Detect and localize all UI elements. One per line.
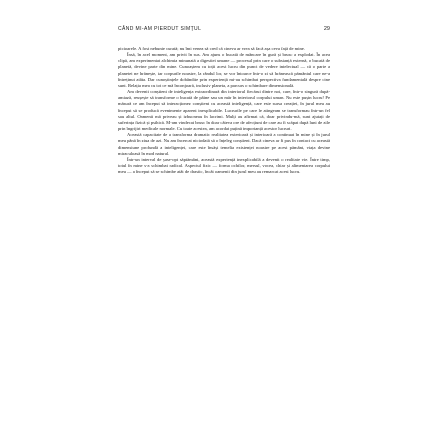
paragraph: Într-un interval de șase-opt săptămâni, această experiență inexplicabilă a devenit o realitate vie. Între timp, totul în mine s-a schimbat radical. Aspectul fizic — forma ochilor, mersul, vocea, chiar și alimentarea corpului meu — a început să se schimbe atât de drastic, încât oamenii din jurul meu au remarcat acest lucru. — [118, 156, 330, 175]
paragraph: Însă, în acel moment, am privit în sus. Am ajuns o bucată de mâncare în gură și brusc a explodat. În acea clipă, am experimentat alchimia minunată a digestiei umane — procesul prin care o substanță externă, o bucată de planetă, devine parte din mine. Cunoaștem cu toții acest lucru din punct de vedere intelectual — că o parte a planetei ne hrănește, iar corpurile noastre, la rândul lor, se vor întoarce într-o zi să hrănească pământul care ne-a întreținut atâta. Dar cunoștințele dobândite prin experiență mi-au schimbat perspectiva fundamentală despre cine sunt. Relația mea cu tot ce mă înconjoară, inclusiv planeta, a parcurs o schimbare dimensională. — [118, 52, 330, 88]
paragraph: Am devenit conștient de inteligența extraordinară din interiorul fiecărui dintre noi, care, într-o singură după-amiază, reușește să transforme o bucată de pâine sau un măr în interiorul corpului uman. Nu este pușin lucru! Pe măsură ce am început să interacționez conștient cu această inteligență, care este sursa creației, în jurul meu au început să se producă evenimente aparent inexplicabile. Lucrurile pe care le atingeam se transformau într-un fel sau altul. Oamenii mă priveau și izbucneau în lacrimi. Mulți au afirmat că, doar privindu-mă, sunt ajutați de suferința fizică și psihică. M-am vindecat brusc în doar câteva ore de afecțiuni de care au fi scăpat după luni de zile prin îngrijiri medicale normale. Cu toate acestea, am acordat puțină importanță acestor lucruri. — [118, 89, 330, 132]
running-head: CÂND MI-AM PIERDUT SIMȚUL — [118, 26, 202, 32]
body-text — [118, 46, 330, 175]
paragraph: Această capacitate de a transforma dramatic realitatea exterioară și interioară a continuat în mine și în jurul meu până în ziua de azi. Nu am încercat niciodată să o înțeleg conștient. Dacă cineva ar fi pus în contact cu această dimensiune profundă a inteligenței, care este însăși temelia existenței noastre pe acest pământ, viața devine miraculoasă în mod natural. — [118, 132, 330, 156]
page-number: 29 — [323, 26, 330, 32]
paragraph: picioarele. A fost nebunie curată; nu îmi venea să cred că cineva ar vrea să facă așa ceva față de mine. — [118, 46, 305, 51]
page-header — [118, 26, 330, 32]
